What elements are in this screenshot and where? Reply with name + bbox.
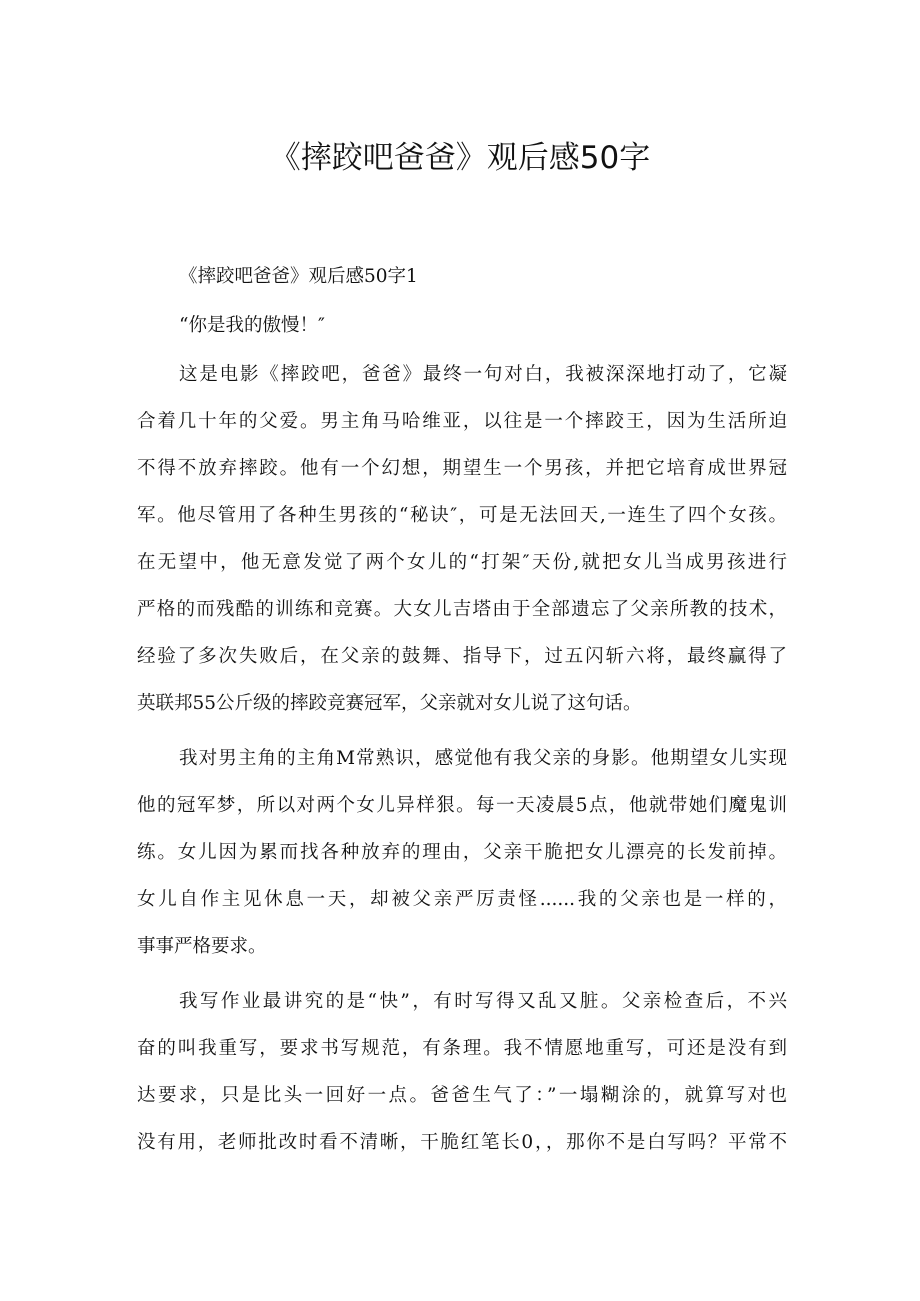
- paragraph-line: 经验了多次失败后，在父亲的鼓舞、指导下，过五闪斩六将，最终赢得了: [137, 646, 787, 667]
- paragraph-line: 练。女儿因为累而找各种放弃的理由，父亲干脆把女儿漂亮的长发前掉。: [137, 842, 787, 863]
- paragraph-line: 严格的而残酷的训练和竞赛。大女儿吉塔由于全部遗忘了父亲所教的技术，: [137, 599, 787, 620]
- section-heading: 《摔跤吧爸爸》观后感50字1: [179, 266, 418, 287]
- paragraph-line: 我对男主角的主角M常熟识，感觉他有我父亲的身影。他期望女儿实现: [179, 748, 787, 769]
- paragraph-line: 合着几十年的父爱。男主角马哈维亚，以往是一个摔跤王，因为生活所迫: [137, 411, 787, 432]
- paragraph-line: 女儿自作主见休息一天，却被父亲严厉责怪......我的父亲也是一样的，: [137, 889, 787, 910]
- paragraph-line: 不得不放弃摔跤。他有一个幻想，期望生一个男孩，并把它培育成世界冠: [137, 458, 787, 479]
- paragraph-line: 我写作业最讲究的是“快”，有时写得又乱又脏。父亲检查后，不兴: [179, 991, 787, 1012]
- document-title: 《摔跤吧爸爸》观后感50字: [269, 140, 651, 176]
- quote-line: “你是我的傲慢！″: [179, 315, 325, 336]
- paragraph-line: 事事严格要求。: [137, 936, 267, 957]
- paragraph-line: 军。他尽管用了各种生男孩的“秘诀″，可是无法回天,一连生了四个女孩。: [137, 505, 787, 526]
- paragraph-line: 达要求，只是比头一回好一点。爸爸生气了：”一塌糊涂的，就算写对也: [137, 1085, 787, 1106]
- paragraph-line: 这是电影《摔跤吧，爸爸》最终一句对白，我被深深地打动了，它凝: [179, 364, 787, 385]
- paragraph-line: 他的冠军梦，所以对两个女儿异样狠。每一天凌晨5点，他就带她们魔鬼训: [137, 795, 787, 816]
- paragraph-line: 英联邦55公斤级的摔跤竞赛冠军，父亲就对女儿说了这句话。: [137, 693, 642, 714]
- paragraph-line: 奋的叫我重写，要求书写规范，有条理。我不情愿地重写，可还是没有到: [137, 1038, 787, 1059]
- paragraph-line: 在无望中，他无意发觉了两个女儿的“打架″天份,就把女儿当成男孩进行: [137, 552, 787, 573]
- paragraph-line: 没有用，老师批改时看不清晰，干脆红笔长0，，那你不是白写吗？平常不: [137, 1132, 787, 1153]
